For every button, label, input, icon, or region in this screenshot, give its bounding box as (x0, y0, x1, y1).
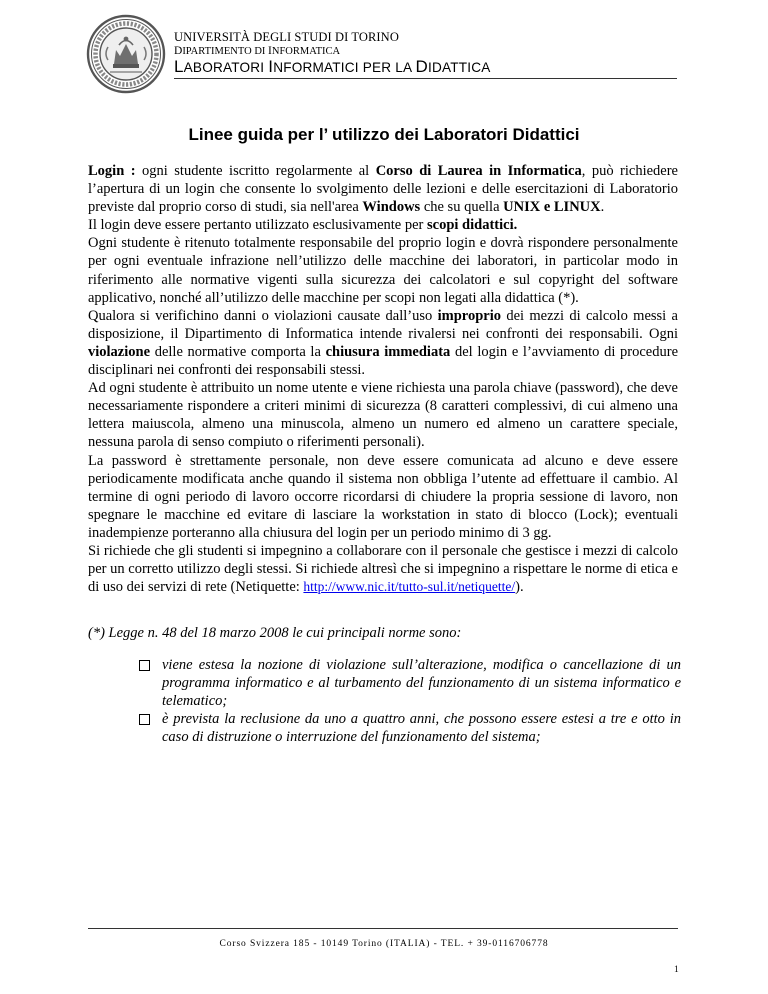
netiquette-link[interactable]: http://www.nic.it/tutto-sul.it/netiquette/ (303, 579, 516, 595)
paragraph-run: Login : (88, 163, 136, 179)
paragraph-run: del login e l’avviamento di procedure disciplinari nei confronti dei responsabili stessi. (88, 343, 679, 379)
department-part: NFORMATICA (271, 46, 341, 57)
paragraph-purpose (88, 216, 678, 234)
paragraph-run: scopi didattici. (427, 217, 518, 234)
paragraph-run: Corso di Laurea in Informatica (375, 163, 582, 179)
paragraph-run: improprio (437, 307, 501, 324)
paragraph-run: Si richiede che gli studenti si impegnino a collaborare con il personale che gestisce i mezzi di calcolo per un corretto utilizzo degli stessi. Si richiede altresì che si impegnino a rispettare le norme di etica e di uso dei servizi di rete (Netiquette: (88, 542, 678, 596)
department-part: I (268, 45, 272, 57)
paragraph-run: La password è strettamente personale, non deve essere comunicata ad alcuno e deve essere periodicamente modificata anche quando il sistema non obbliga l’utente ad effettuare il cambio. Al termine di ogni periodo di lavoro occorre ricordarsi di chiudere la propria sessione di lavoro, non spegnare le macchine ed evitare di lasciare la workstation in stato di blocco (Lock); eventuali inadempienze porteranno alla chiusura del login per un periodo minimo di 3 gg. (88, 452, 678, 541)
legal-bullet-list (137, 656, 681, 746)
paragraph-run: Qualora si verifichino danni o violazioni causate dall’uso (88, 307, 438, 324)
department-part: D (174, 45, 183, 57)
paragraph-violations (88, 307, 678, 379)
lab-part: IDATTICA (428, 60, 491, 75)
paragraph-run: Windows (362, 199, 421, 216)
lab-part: L (174, 57, 184, 76)
document-body (88, 162, 678, 596)
lab-part: NFORMATICI PER LA (273, 60, 416, 75)
lab-part: I (268, 57, 274, 76)
department-part: IPARTIMENTO DI (182, 46, 269, 57)
university-seal-icon (86, 14, 166, 94)
paragraph-run: , può richiedere l’apertura di un login che consente lo svolgimento delle lezioni e delle esercitazioni di Laboratorio previste dal proprio corso di studi, sia nell'area (88, 163, 678, 216)
paragraph-run: chiusura immediata (325, 343, 451, 360)
paragraph-run: . (600, 199, 605, 216)
paragraph-run: che su quella (420, 199, 504, 216)
paragraph-login (88, 162, 678, 216)
paragraph-run: Il login deve essere pertanto utilizzato esclusivamente per (88, 217, 428, 234)
list-item-text: è prevista la reclusione da uno a quattro anni, che possono essere estesi a tre e otto in caso di distruzione o interruzione del funzionamento del sistema; (162, 711, 681, 746)
paragraph-netiquette (88, 542, 678, 596)
page-number: 1 (674, 965, 679, 975)
paragraph-password-rules (88, 379, 678, 451)
paragraph-run: Ad ogni studente è attribuito un nome utente e viene richiesta una parola chiave (password), che deve necessariamente rispondere a criteri minimi di sicurezza (8 caratteri complessivi, di cui almeno una lettera maiuscola, almeno una minuscola, almeno un numero ed almeno un carattere speciale, nessuna parola di senso compiuto o riferimenti personali). (88, 380, 678, 451)
paragraph-run: delle normative comporta la (150, 343, 326, 360)
lab-part: D (415, 57, 428, 76)
header-divider (174, 78, 677, 79)
paragraph-run: violazione (88, 343, 151, 360)
footer-divider (88, 928, 678, 929)
lab-name (174, 57, 491, 77)
paragraph-run: ). (515, 579, 524, 596)
list-item (137, 710, 681, 746)
list-item (137, 656, 681, 710)
lab-part: ABORATORI (183, 60, 269, 75)
footer-address: Corso Svizzera 185 - 10149 Torino (ITALIA) - TEL. + 39-0116706778 (219, 939, 549, 949)
department-name (174, 45, 340, 57)
checkbox-icon (139, 714, 150, 725)
paragraph-run: Ogni studente è ritenuto totalmente responsabile del proprio login e dovrà rispondere personalmente per ogni eventuale infrazione nell’utilizzo delle macchine dei laboratori, in particolar modo in riferimento alle normative vigenti sulla sicurezza dei calcolatori e sul copyright del software applicativo, nonché all’utilizzo delle macchine per scopi non legati alla didattica (*). (88, 235, 678, 306)
checkbox-icon (139, 660, 150, 671)
document-title: Linee guida per l’ utilizzo dei Laboratori Didattici (188, 125, 580, 144)
university-name: UNIVERSITÀ DEGLI STUDI DI TORINO (174, 30, 399, 44)
list-item-text: viene estesa la nozione di violazione sull’alterazione, modifica o cancellazione di un programma informatico e al turbamento del funzionamento di un sistema informatico e telematico; (162, 657, 681, 710)
paragraph-password-personal (88, 452, 678, 542)
legal-note: (*) Legge n. 48 del 18 marzo 2008 le cui principali norme sono: (88, 625, 462, 641)
paragraph-run: ogni studente iscritto regolarmente al (135, 163, 376, 179)
paragraph-responsibility (88, 234, 678, 306)
paragraph-run: UNIX e LINUX (503, 199, 601, 216)
paragraph-run: dei mezzi di calcolo messi a disposizione, il Dipartimento di Informatica intende rivalersi nei confronti dei responsabili. Ogni (88, 307, 678, 342)
